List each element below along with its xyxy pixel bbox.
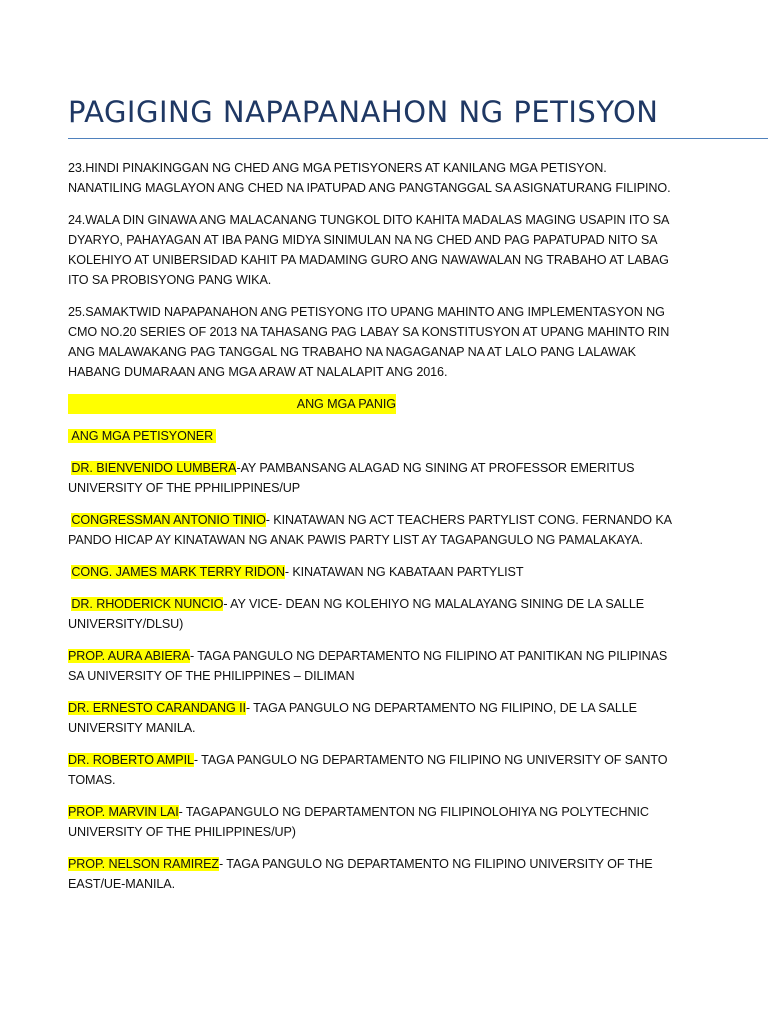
document-title: PAGIGING NAPAPANAHON NG PETISYON bbox=[68, 95, 659, 129]
section-heading-highlight bbox=[68, 394, 396, 414]
petitioner-entry bbox=[68, 646, 678, 686]
petitioner-name: PROP. AURA ABIERA bbox=[68, 649, 190, 663]
petitioner-name: DR. RHODERICK NUNCIO bbox=[71, 597, 224, 611]
petitioner-description: - TAGA PANGULO NG DEPARTAMENTO NG FILIPINO, DE LA SALLE UNIVERSITY MANILA. bbox=[68, 701, 637, 735]
petitioner-entry bbox=[68, 698, 678, 738]
petitioner-description: - TAGA PANGULO NG DEPARTAMENTO NG FILIPINO NG UNIVERSITY OF SANTO TOMAS. bbox=[68, 753, 668, 787]
petitioner-name: DR. BIENVENIDO LUMBERA bbox=[71, 461, 237, 475]
petitioner-entry bbox=[68, 510, 678, 550]
paragraph-25: 25.SAMAKTWID NAPAPANAHON ANG PETISYONG ITO UPANG MAHINTO ANG IMPLEMENTASYON NG CMO NO.20 SERIES OF 2013 NA TAHASANG PAG LABAY SA KONSTITUSYON AT UPANG MAHINTO RIN ANG MALAWAKANG PAG TANGGAL NG TRABAHO NA NAGAGANAP NA AT LALO PANG LALAWAK HABANG DUMARAAN ANG MGA ARAW AT NALALAPIT ANG 2016. bbox=[68, 305, 670, 379]
petitioner-name: DR. ERNESTO CARANDANG II bbox=[68, 701, 246, 715]
section-heading: ANG MGA PANIG bbox=[296, 397, 396, 411]
petitioner-name: PROP. NELSON RAMIREZ bbox=[68, 857, 220, 871]
petitioner-description: -AY PAMBANSANG ALAGAD NG SINING AT PROFESSOR EMERITUS UNIVERSITY OF THE PPHILIPPINES/UP bbox=[68, 461, 635, 495]
sub-heading bbox=[68, 429, 216, 443]
petitioner-name: PROP. MARVIN LAI bbox=[68, 805, 179, 819]
petitioner-entry bbox=[68, 802, 678, 842]
petitioner-entry bbox=[68, 562, 678, 582]
petitioner-entry bbox=[68, 594, 678, 634]
paragraph-23: 23.HINDI PINAKINGGAN NG CHED ANG MGA PETISYONERS AT KANILANG MGA PETISYON. NANATILING MAGLAYON ANG CHED NA IPATUPAD ANG PANGTANGGAL SA ASIGNATURANG FILIPINO. bbox=[68, 161, 671, 195]
petitioner-description: - TAGA PANGULO NG DEPARTAMENTO NG FILIPINO AT PANITIKAN NG PILIPINAS SA UNIVERSITY OF THE PHILIPPINES – DILIMAN bbox=[68, 649, 668, 683]
petitioner-name: CONG. JAMES MARK TERRY RIDON bbox=[71, 565, 285, 579]
petitioner-entry bbox=[68, 854, 678, 894]
petitioner-description: - TAGA PANGULO NG DEPARTAMENTO NG FILIPINO UNIVERSITY OF THE EAST/UE-MANILA. bbox=[68, 857, 653, 891]
sub-heading-row bbox=[68, 426, 678, 446]
section-heading-row bbox=[68, 394, 678, 414]
petitioner-list bbox=[68, 458, 678, 894]
paragraph-24: 24.WALA DIN GINAWA ANG MALACANANG TUNGKOL DITO KAHITA MADALAS MAGING USAPIN ITO SA DYARYO, PAHAYAGAN AT IBA PANG MIDYA SINIMULAN NA NG CHED AND PAG PAPATUPAD NITO SA KOLEHIYO AT UNIBERSIDAD KAHIT PA MADAMING GURO ANG NAWAWALAN NG TRABAHO AT LABAG ITO SA PROBISYONG PANG WIKA. bbox=[68, 213, 669, 287]
title-underline-rule bbox=[68, 138, 768, 139]
petitioner-description: - KINATAWAN NG ACT TEACHERS PARTYLIST CONG. FERNANDO KA PANDO HICAP AY KINATAWAN NG ANAK PAWIS PARTY LIST AY TAGAPANGULO NG PAMALAKAYA. bbox=[68, 513, 672, 547]
document-body bbox=[68, 158, 678, 906]
petitioner-description: - KINATAWAN NG KABATAAN PARTYLIST bbox=[284, 565, 524, 579]
petitioner-description: - AY VICE- DEAN NG KOLEHIYO NG MALALAYANG SINING DE LA SALLE UNIVERSITY/DLSU) bbox=[68, 597, 645, 631]
petitioner-entry bbox=[68, 750, 678, 790]
petitioner-name: CONGRESSMAN ANTONIO TINIO bbox=[71, 513, 266, 527]
petitioner-description: - TAGAPANGULO NG DEPARTAMENTON NG FILIPINOLOHIYA NG POLYTECHNIC UNIVERSITY OF THE PHILIPPINES/UP) bbox=[68, 805, 649, 839]
petitioner-name: DR. ROBERTO AMPIL bbox=[68, 753, 194, 767]
sub-heading-text: ANG MGA PETISYONER bbox=[71, 429, 214, 443]
petitioner-entry bbox=[68, 458, 678, 498]
